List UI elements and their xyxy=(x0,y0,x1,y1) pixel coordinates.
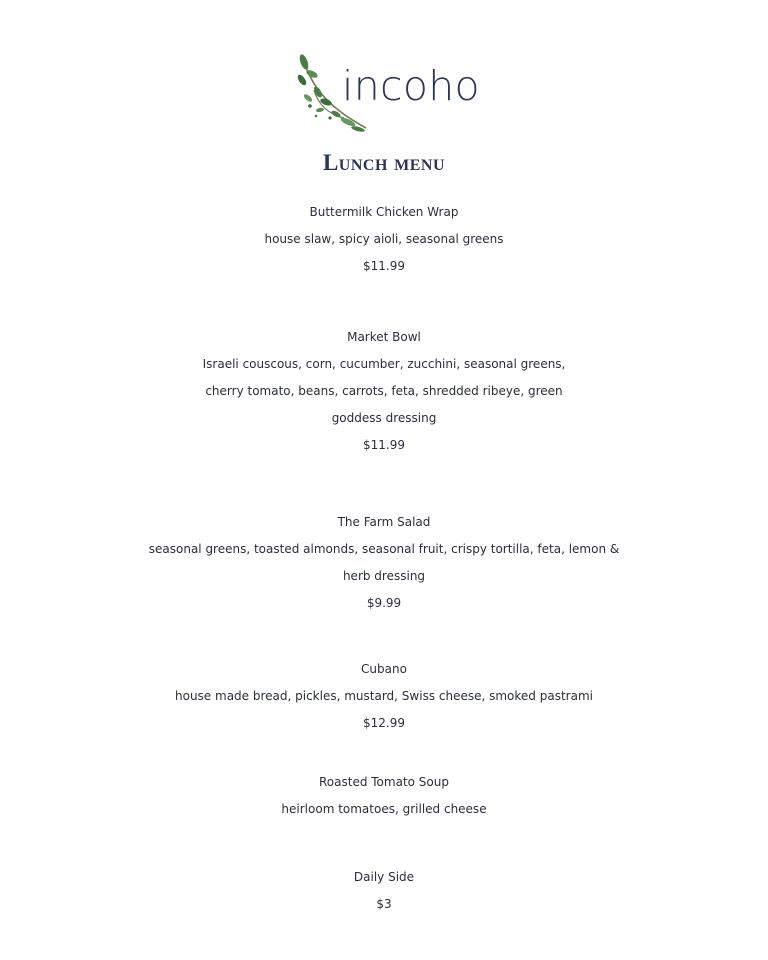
menu-item-price: $3 xyxy=(376,897,392,911)
menu-item-name: The Farm Salad xyxy=(337,515,431,529)
menu-item-description: seasonal greens, toasted almonds, seasonal fruit, crispy tortilla, feta, lemon & xyxy=(148,542,620,556)
menu-item-description: goddess dressing xyxy=(331,411,437,425)
brand-logo xyxy=(296,52,486,134)
menu-item-description: house slaw, spicy aioli, seasonal greens xyxy=(264,232,504,246)
menu-item xyxy=(0,769,768,823)
menu-item-description: house made bread, pickles, mustard, Swiss cheese, smoked pastrami xyxy=(175,689,593,703)
menu-item xyxy=(0,199,768,280)
menu-item-description: herb dressing xyxy=(342,569,426,583)
menu-item xyxy=(0,656,768,737)
menu-item-name: Daily Side xyxy=(353,870,415,884)
menu-item-name: Market Bowl xyxy=(347,330,421,344)
menu-item-price: $11.99 xyxy=(363,438,405,452)
menu-title: Lunch menu xyxy=(322,150,446,175)
menu-item-price: $9.99 xyxy=(366,596,402,610)
menu-item xyxy=(0,324,768,459)
menu-item-price: $12.99 xyxy=(363,716,405,730)
menu-item xyxy=(0,864,768,918)
menu-item-description: heirloom tomatoes, grilled cheese xyxy=(281,802,487,816)
menu-item-description: cherry tomato, beans, carrots, feta, shredded ribeye, green xyxy=(205,384,563,398)
menu-item xyxy=(0,509,768,617)
menu-item-name: Buttermilk Chicken Wrap xyxy=(309,205,459,219)
menu-item-name: Cubano xyxy=(361,662,407,676)
menu-item-name: Roasted Tomato Soup xyxy=(319,775,449,789)
menu-item-price: $11.99 xyxy=(363,259,405,273)
brand-name: incoho xyxy=(342,62,480,110)
menu-item-description: Israeli couscous, corn, cucumber, zucchini, seasonal greens, xyxy=(202,357,566,371)
